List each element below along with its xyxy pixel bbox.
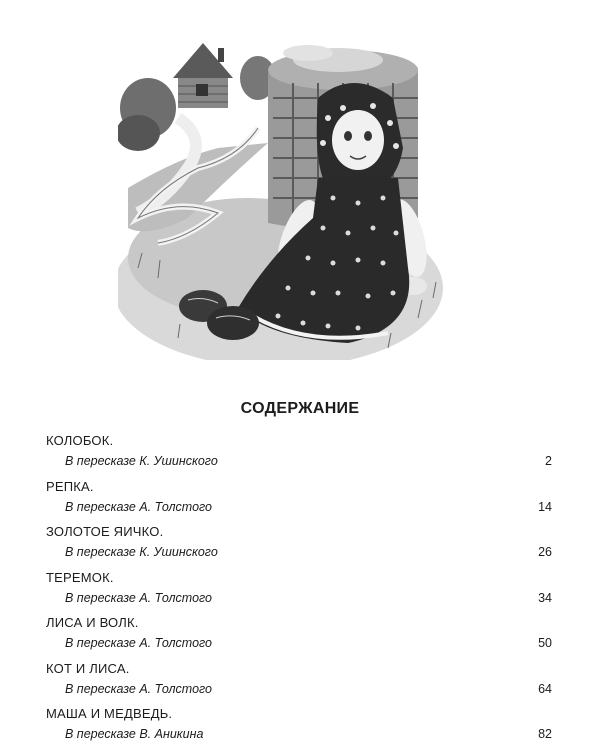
entry-page-number: 34	[538, 590, 552, 605]
entry-page-number: 50	[538, 636, 552, 650]
entry-title: КОЛОБОК.	[46, 433, 114, 448]
entry-subtitle: В пересказе А. Толстого	[65, 636, 213, 650]
toc-list	[46, 430, 552, 749]
entry-page-number: 64	[538, 681, 552, 696]
toc-title: СОДЕРЖАНИЕ	[240, 400, 360, 417]
entry-title: ТЕРЕМОК.	[46, 569, 114, 585]
entry-subtitle: В пересказе А. Толстого	[65, 499, 213, 514]
illustration-girl-with-basket	[118, 38, 448, 360]
entry-page-number: 26	[538, 545, 552, 559]
entry-subtitle: В пересказе В. Аникина	[65, 727, 204, 741]
toc-entry[interactable]	[46, 521, 552, 567]
entry-subtitle: В пересказе К. Ушинского	[65, 454, 218, 468]
entry-subtitle: В пересказе А. Толстого	[65, 681, 213, 696]
entry-title: ЛИСА И ВОЛК.	[46, 615, 139, 630]
entry-page-number: 2	[545, 454, 552, 468]
entry-page-number: 82	[538, 727, 552, 741]
toc-entry[interactable]	[46, 567, 552, 613]
entry-title: ЗОЛОТОЕ ЯИЧКО.	[46, 524, 164, 539]
entry-title: РЕПКА.	[46, 478, 94, 494]
entry-title: МАША И МЕДВЕДЬ.	[46, 706, 173, 721]
illustration-drawing	[118, 38, 448, 360]
toc-entry[interactable]	[46, 658, 552, 704]
entry-page-number: 14	[538, 499, 552, 514]
entry-subtitle: В пересказе К. Ушинского	[65, 545, 218, 559]
toc-entry[interactable]	[46, 612, 552, 658]
toc-entry[interactable]	[46, 703, 552, 749]
entry-subtitle: В пересказе А. Толстого	[65, 590, 213, 605]
entry-title: КОТ И ЛИСА.	[46, 660, 130, 676]
toc-entry[interactable]	[46, 430, 552, 476]
toc-entry[interactable]	[46, 476, 552, 522]
